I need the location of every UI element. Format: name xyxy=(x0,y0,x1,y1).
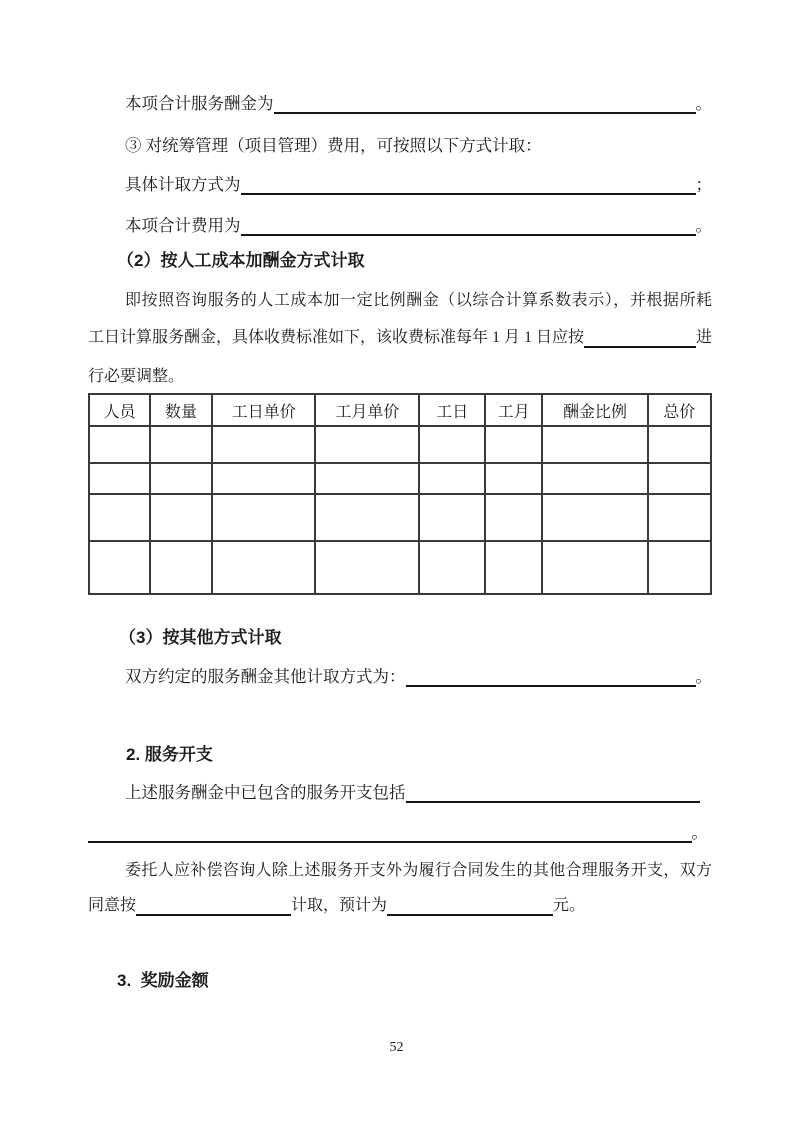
included-expenses-line xyxy=(125,784,700,803)
heading-service-expenses: 2. 服务开支 xyxy=(126,745,213,764)
estimate-label: 计取，预计为 xyxy=(291,897,388,915)
table-header-cell: 人员 xyxy=(89,394,150,426)
fee-table xyxy=(88,393,712,595)
table-row xyxy=(89,541,711,594)
table-cell[interactable] xyxy=(89,494,150,541)
calc-method-label: 同意按 xyxy=(88,897,137,915)
total-service-fee-line xyxy=(125,95,712,114)
blank-estimated-amount[interactable] xyxy=(387,897,553,916)
table-cell[interactable] xyxy=(542,463,647,494)
table-cell[interactable] xyxy=(212,463,315,494)
method-line xyxy=(125,176,712,195)
table-header-cell: 数量 xyxy=(150,394,212,426)
item3-intro: ③ 对统筹管理（项目管理）费用，可按照以下方式计取： xyxy=(125,136,542,155)
table-cell[interactable] xyxy=(212,426,315,463)
table-cell[interactable] xyxy=(542,494,647,541)
included-expenses-continuation xyxy=(88,824,708,843)
table-cell[interactable] xyxy=(485,541,542,594)
table-cell[interactable] xyxy=(419,463,485,494)
other-method-suffix: 。 xyxy=(695,667,712,687)
table-header-row xyxy=(89,394,711,426)
table-header-cell: 工日单价 xyxy=(212,394,315,426)
yuan-suffix: 元。 xyxy=(553,897,586,915)
method-label: 具体计取方式为 xyxy=(125,175,241,195)
table-row xyxy=(89,494,711,541)
table-header-cell: 总价 xyxy=(648,394,712,426)
labor-para-line1: 即按照咨询服务的人工成本加一定比例酬金（以综合计算系数表示），并根据所耗 xyxy=(125,292,712,309)
table-cell[interactable] xyxy=(419,494,485,541)
total-cost-label: 本项合计费用为 xyxy=(125,216,241,236)
method-suffix: ； xyxy=(695,175,712,195)
heading-reward-amount: 3. 奖励金额 xyxy=(117,971,209,990)
total-service-fee-label: 本项合计服务酬金为 xyxy=(125,94,274,114)
table-cell[interactable] xyxy=(648,541,712,594)
table-cell[interactable] xyxy=(542,426,647,463)
table-cell[interactable] xyxy=(89,463,150,494)
table-cell[interactable] xyxy=(150,494,212,541)
total-cost-line xyxy=(125,217,712,236)
table-cell[interactable] xyxy=(212,541,315,594)
compensation-para-line2 xyxy=(88,897,585,916)
table-cell[interactable] xyxy=(648,494,712,541)
compensation-para-line1: 委托人应补偿咨询人除上述服务开支外为履行合同发生的其他合理服务开支，双方 xyxy=(125,862,712,879)
blank-included-expenses[interactable] xyxy=(406,784,701,803)
table-cell[interactable] xyxy=(150,541,212,594)
table-row xyxy=(89,426,711,463)
table-cell[interactable] xyxy=(89,541,150,594)
blank-total-service-fee[interactable] xyxy=(274,95,696,114)
table-cell[interactable] xyxy=(315,463,419,494)
table-cell[interactable] xyxy=(648,426,712,463)
blank-included-expenses-continued[interactable] xyxy=(88,824,692,843)
table-cell[interactable] xyxy=(485,426,542,463)
included-expenses-label: 上述服务酬金中已包含的服务开支包括 xyxy=(125,783,406,803)
table-cell[interactable] xyxy=(315,541,419,594)
table-cell[interactable] xyxy=(150,463,212,494)
blank-total-cost[interactable] xyxy=(241,217,696,236)
table-header-cell: 工月单价 xyxy=(315,394,419,426)
blank-other-method[interactable] xyxy=(406,668,696,687)
blank-adjustment-standard[interactable] xyxy=(584,329,696,348)
labor-para-line2-tail: 进 xyxy=(695,329,712,347)
table-header-cell: 酬金比例 xyxy=(542,394,647,426)
labor-para-line2 xyxy=(88,329,712,348)
page-number: 52 xyxy=(389,1040,404,1055)
table-cell[interactable] xyxy=(419,541,485,594)
table-cell[interactable] xyxy=(648,463,712,494)
total-service-fee-suffix: 。 xyxy=(695,94,712,114)
labor-para-line3: 行必要调整。 xyxy=(88,368,185,385)
table-cell[interactable] xyxy=(150,426,212,463)
table-cell[interactable] xyxy=(212,494,315,541)
table-cell[interactable] xyxy=(315,426,419,463)
table-cell[interactable] xyxy=(419,426,485,463)
table-cell[interactable] xyxy=(89,426,150,463)
other-method-label: 双方约定的服务酬金其他计取方式为： xyxy=(125,667,406,687)
other-method-line xyxy=(125,668,712,687)
table-row xyxy=(89,463,711,494)
heading-labor-cost-method: （2）按人工成本加酬金方式计取 xyxy=(117,251,365,270)
table-cell[interactable] xyxy=(485,463,542,494)
continuation-suffix: 。 xyxy=(691,823,708,843)
total-cost-suffix: 。 xyxy=(695,216,712,236)
table-header-cell: 工日 xyxy=(419,394,485,426)
table-cell[interactable] xyxy=(315,494,419,541)
table-cell[interactable] xyxy=(542,541,647,594)
labor-para-line2-text: 工日计算服务酬金，具体收费标准如下，该收费标准每年 1 月 1 日应按 xyxy=(88,329,585,347)
table-header-cell: 工月 xyxy=(485,394,542,426)
heading-other-method: （3）按其他方式计取 xyxy=(119,628,282,647)
blank-method[interactable] xyxy=(241,176,696,195)
table-cell[interactable] xyxy=(485,494,542,541)
blank-calc-method[interactable] xyxy=(136,897,291,916)
